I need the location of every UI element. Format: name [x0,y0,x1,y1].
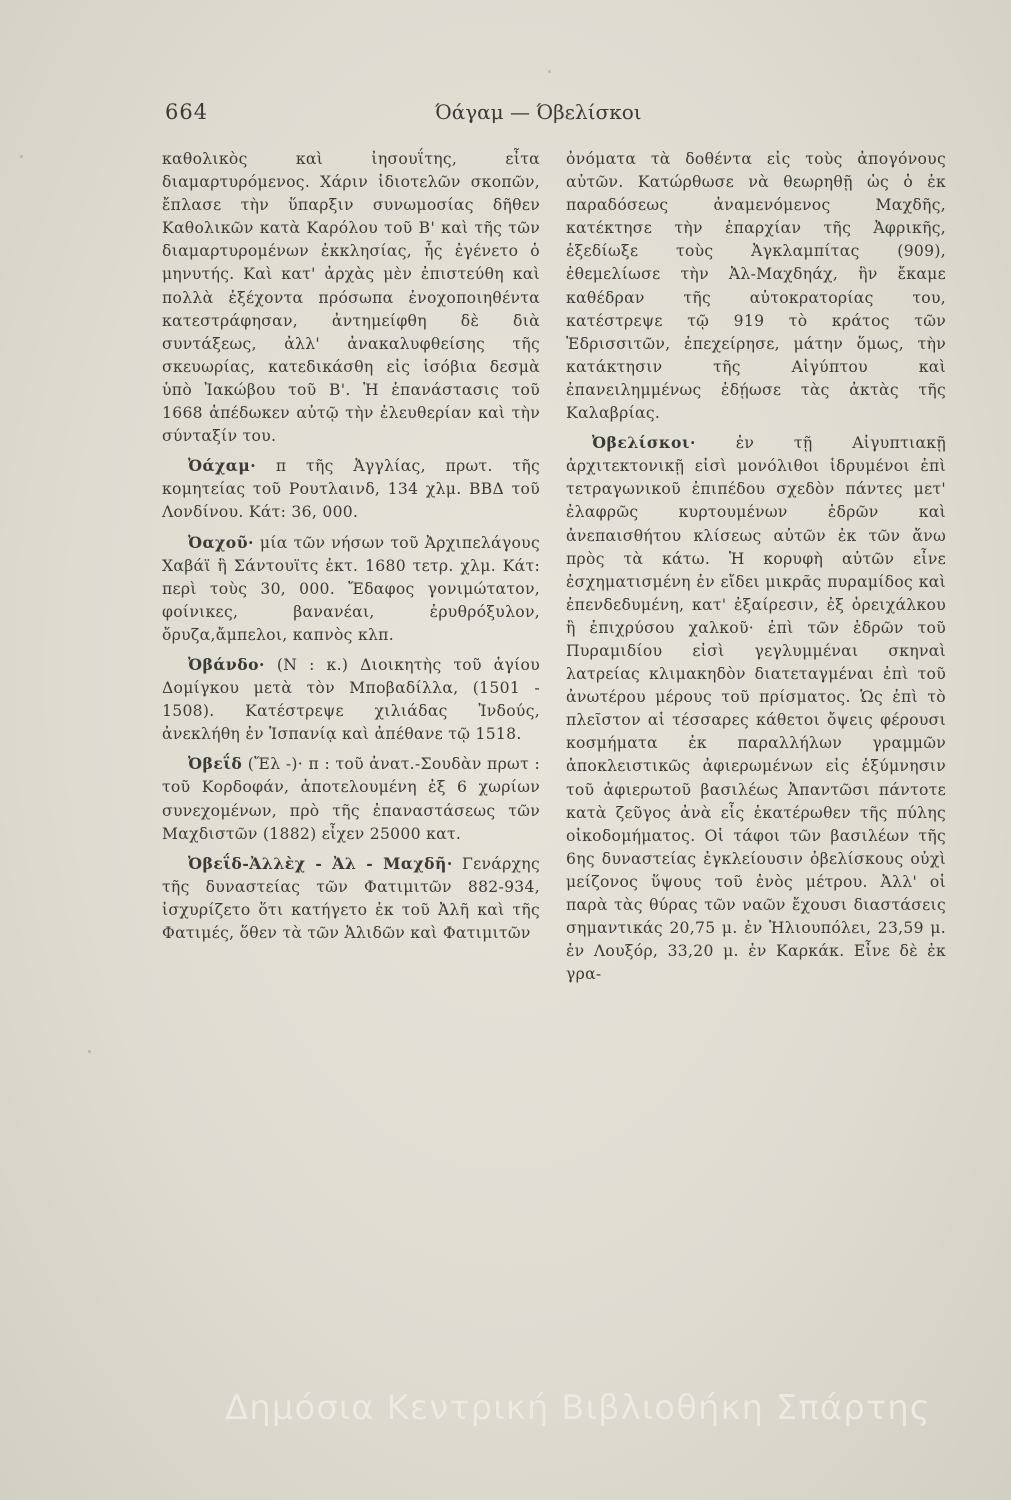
entry-text: (Ν : κ.) Διοικητὴς τοῦ ἁγίου Δομίγκου μετὰ τὸν Μποβαδίλλα, (1501 - 1508). Κατέστρεψε χιλιάδας Ἰνδούς, ἀνεκλήθη ἐν Ἱσπανίᾳ καὶ ἀπέθανε τῷ 1518. [162,655,540,744]
entry-term: Ὀβελίσκοι· [592,433,696,453]
running-head: Όάγαμ — Όβελίσκοι [435,100,642,124]
paper-speck [548,70,551,73]
paper-speck [88,1050,91,1053]
entry-term: Ὀβεΐδ-Ἀλλὲχ - Ἀλ - Μαχδῆ· [188,853,453,873]
entry-text: (Ἔλ -)· π : τοῦ ἀνατ.-Σουδὰν πρωτ : τοῦ Κορδοφάν, ἀποτελουμένη ἐξ 6 χωρίων συνεχομένων, πρὸ τῆς ἐπαναστάσεως τῶν Μαχδιστῶν (1882) εἶχεν 25000 κατ. [162,755,540,843]
entry-term: Ὀάχαμ· [188,456,257,476]
paper-speck [20,155,23,158]
page-number: 664 [165,100,209,124]
entry-text: Γενάρχης τῆς δυναστείας τῶν Φατιμιτῶν 882-934, ἰσχυρίζετο ὅτι κατήγετο ἐκ τοῦ Ἀλῆ καὶ τῆς Φατιμές, ὅθεν τὰ τῶν Ἀλιδῶν καὶ Φατιμιτῶν [162,854,540,942]
paragraph-text: ὀνόματα τὰ δοθέντα εἰς τοὺς ἀπογόνους αὐτῶν. Κατώρθωσε νὰ θεωρηθῇ ὡς ὁ ἐκ παραδόσεως ἀναμενόμενος Μαχδῆς, κατέκτησε τὴν ἐπαρχίαν τῆς Ἀφρικῆς, ἐξεδίωξε τοὺς Ἀγκλαμπίτας (909), ἐθεμελίωσε τὴν Ἀλ-Μαχδηάχ, ἣν ἔκαμε καθέδραν τῆς αὐτοκρατορίας του, κατέστρεψε τῷ 919 τὸ κράτος τῶν Ἐδρισσιτῶν, ἐπεχείρησε, μάτην ὅμως, τὴν κατάκτησιν τῆς Αἰγύπτου καὶ ἐπανειλημμένως ἐδῄωσε τὰς ἀκτὰς τῆς Καλαβρίας. [566,150,946,423]
entry-ovando [162,653,540,746]
entry-term: Ὀβεΐδ [188,754,243,774]
entry-obelisks [566,431,946,986]
paragraph-continuation [566,148,946,425]
paragraph-continuation [162,148,540,448]
right-column [566,148,946,992]
entry-obeid [162,752,540,845]
paragraph-text: καθολικὸς καὶ ἰησουΐτης, εἶτα διαμαρτυρόμενος. Χάριν ἰδιοτελῶν σκοπῶν, ἔπλασε τὴν ὕπαρξιν συνωμοσίας δῆθεν Καθολικῶν κατὰ Καρόλου τοῦ Β' καὶ τῆς τῶν διαμαρτυρομένων ἐκκλησίας, ἧς ἐγένετο ὁ μηνυτής. Καὶ κατ' ἀρχὰς μὲν ἐπιστεύθη καὶ πολλὰ ἐξέχοντα πρόσωπα ἐνοχοποιηθέντα κατεστράφησαν, ἀντημείφθη δὲ διὰ συντάξεως, ἀλλ' ἀνακαλυφθείσης τῆς σκευωρίας, κατεδικάσθη εἰς ἰσόβια δεσμὰ ὑπὸ Ἰακώβου τοῦ Β'. Ἡ ἐπανάστασις τοῦ 1668 ἀπέδωκεν αὐτῷ τὴν ἐλευθερίαν καὶ τὴν σύνταξίν του. [162,150,540,446]
entry-obeidallah [162,852,540,945]
library-watermark: Δημόσια Κεντρική Βιβλιοθήκη Σπάρτης [225,1388,931,1428]
page-header [165,100,725,134]
entry-term: Ὀαχοῦ· [188,532,254,552]
left-column [162,148,540,951]
entry-term: Ὀβάνδο· [188,654,265,674]
entry-text: μία τῶν νήσων τοῦ Ἀρχιπελάγους Χαβάϊ ἢ Σάντουϊτς ἐκτ. 1680 τετρ. χλμ. Κάτ: περὶ τοὺς 30, 000. Ἔδαφος γονιμώτατον, φοίνικες, βανανέαι, ἐρυθρόξυλον, ὄρυζα,ἄμπελοι, καπνὸς κλπ. [162,533,540,644]
entry-oakham [162,454,540,524]
entry-text: π τῆς Ἀγγλίας, πρωτ. τῆς κομητείας τοῦ Ρουτλαινδ, 134 χλμ. ΒΒΔ τοῦ Λονδίνου. Κάτ: 36, 000. [162,457,541,522]
entry-oahu [162,531,540,647]
entry-text: ἐν τῇ Αἰγυπτιακῇ ἀρχιτεκτονικῇ εἰσὶ μονόλιθοι ἱδρυμένοι ἐπὶ τετραγωνικοῦ ἐπιπέδου σχεδὸν πάντες μετ' ἐλαφρῶς κυρτουμένων ἑδρῶν καὶ ἀνεπαισθήτου κλίσεως αὐτῶν ἐκ τῶν ἄνω πρὸς τὰ κάτω. Ἡ κορυφὴ αὐτῶν εἶνε ἐσχηματισμένη ἐν εἴδει μικρᾶς πυραμίδος καὶ ἐπενδεδυμένη, κατ' ἐξαίρεσιν, ἐξ ὀρειχάλκου ἢ ἐπιχρύσου χαλκοῦ· ἐπὶ τῶν ἑδρῶν τοῦ Πυραμιδίου εἰσὶ γεγλυμμέναι σκηναὶ λατρείας κλιμακηδὸν διατεταγμέναι ἐπὶ τοῦ ἀνωτέρου μέρους τοῦ πρίσματος. Ὡς ἐπὶ τὸ πλεῖστον αἱ τέσσαρες κάθετοι ὄψεις φέρουσι κοσμήματα ἐκ παραλλήλων γραμμῶν ἀποκλειστικῶς ἀφιερωμένων εἰς ἐξύμνησιν τοῦ ἀφιερωτοῦ βασιλέως Ἀπαντῶσι πάντοτε κατὰ ζεῦγος ἀνὰ εἷς ἑκατέρωθεν τῆς πύλης οἰκοδομήματος. Οἱ τάφοι τῶν βασιλέων τῆς 6ης δυναστείας ἐγκλείουσιν ὀβελίσκους οὐχὶ μείζονος ὕψους τοῦ ἑνὸς μέτρου. Ἀλλ' οἱ παρὰ τὰς θύρας τῶν ναῶν ἔχουσι διαστάσεις σημαντικάς 20,75 μ. ἐν Ἡλιουπόλει, 23,59 μ. ἐν Λουξόρ, 33,20 μ. ἐν Καρκάκ. Εἶνε δὲ ἐκ γρα- [566,434,946,984]
